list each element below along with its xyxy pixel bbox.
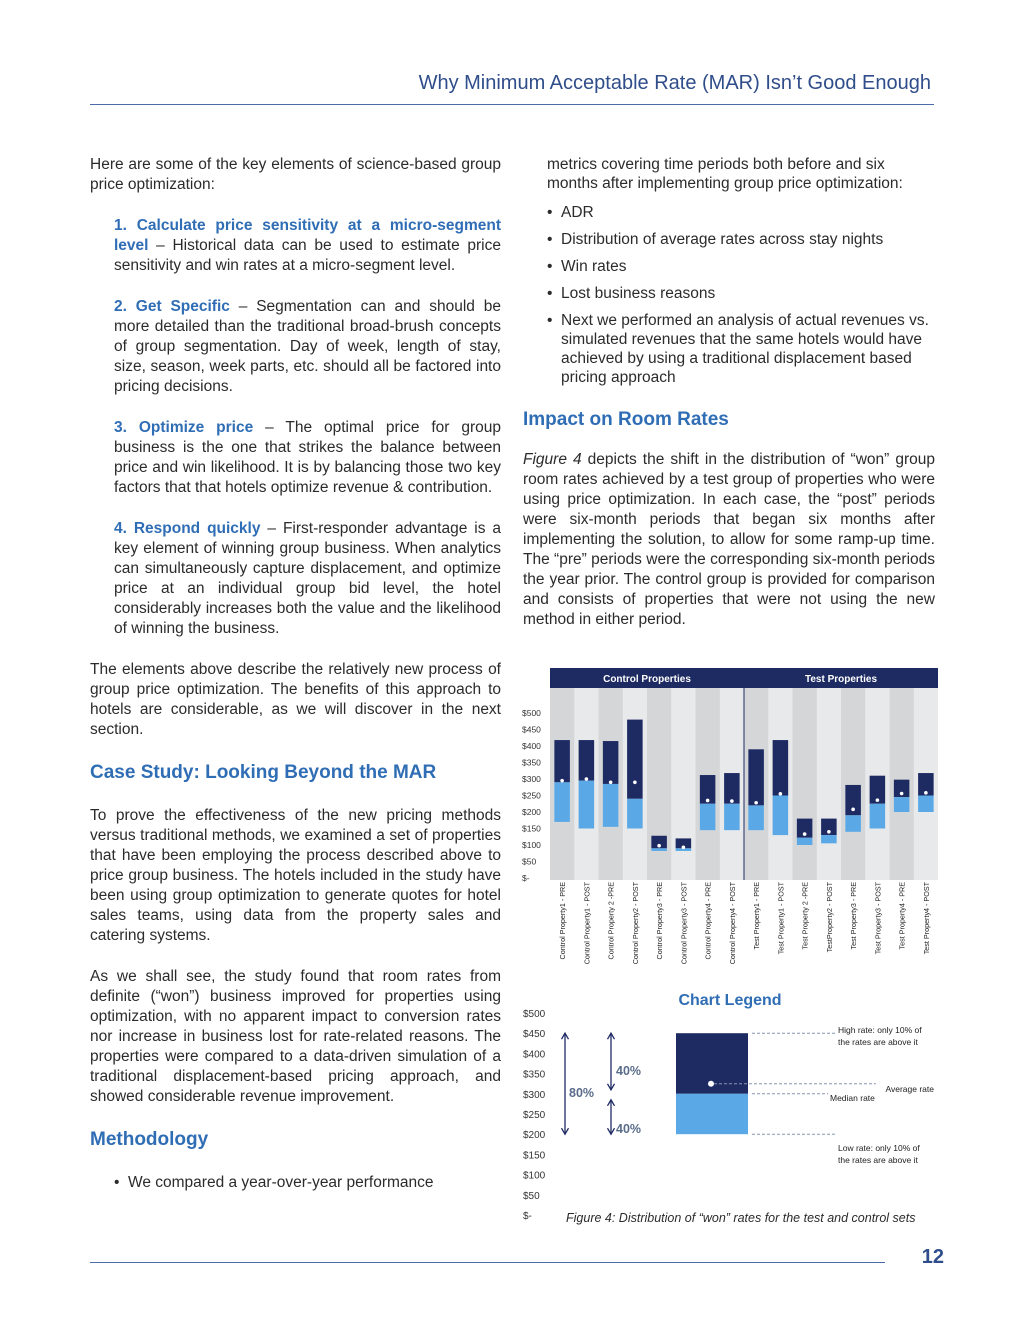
footer-rule <box>90 1262 885 1263</box>
y-tick-label: $250 <box>523 1110 546 1121</box>
bullet-glyph: • <box>547 204 553 221</box>
chart-legend-diagram <box>518 985 938 1225</box>
y-tick-label: $400 <box>523 1049 546 1061</box>
lower-box <box>651 848 667 851</box>
running-header: Why Minimum Acceptable Rate (MAR) Isn’t Good Enough <box>418 72 931 94</box>
average-marker <box>657 844 661 848</box>
y-tick-label: $350 <box>523 1069 546 1081</box>
key-point-3-label: 3. Optimize price <box>114 419 254 436</box>
span-40-lower-label: 40% <box>616 1122 642 1136</box>
legend-title: Chart Legend <box>678 992 782 1009</box>
y-tick-label: $150 <box>523 1150 546 1162</box>
lower-box <box>579 781 595 829</box>
y-tick-label: $50 <box>523 1190 540 1202</box>
y-tick-label: $300 <box>523 1089 546 1101</box>
average-marker <box>609 781 613 785</box>
x-category-label: Test Property3 - POST <box>873 882 883 955</box>
x-category-label: Control Property 2 -PRE <box>606 882 616 960</box>
key-point-3-text: – The optimal price for group business is the one that strikes the balance between price and win likelihood. It is by balancing those two key factors that that hotels optimize revenue & contribution. <box>114 419 501 496</box>
figure-4-box-chart <box>518 668 938 968</box>
metric-bullet-text: Win rates <box>561 258 627 275</box>
y-tick-label: $150 <box>522 823 541 834</box>
x-category-label: Control Property3 - POST <box>679 882 689 965</box>
average-marker <box>779 792 783 796</box>
metric-bullet <box>523 230 935 250</box>
key-point-4-text: – First-responder advantage is a key element of winning group business. When analytics can simultaneously capture displacement, and optimize price at an individual group bid level, the hotel considerably increases both the value and the likelihood of winning the business. <box>114 520 501 637</box>
bullet-glyph: • <box>547 285 553 302</box>
x-category-label: Control Property4 - POST <box>727 882 737 965</box>
upper-box <box>724 773 740 804</box>
upper-box <box>773 740 789 795</box>
upper-box <box>627 720 643 799</box>
lower-box <box>845 815 861 832</box>
metric-bullet <box>523 257 935 277</box>
median-rate-label: Median rate <box>830 1093 875 1103</box>
impact-heading: Impact on Room Rates <box>523 409 729 430</box>
metric-bullet <box>523 311 935 387</box>
y-tick-label: $200 <box>522 807 541 817</box>
y-tick-label: $50 <box>522 856 537 867</box>
x-category-label: TestProperty2 - POST <box>824 882 834 953</box>
key-point-4 <box>90 519 501 639</box>
methodology-bullet-text: We compared a year-over-year performance <box>128 1174 434 1191</box>
case-study-paragraph-1: To prove the effectiveness of the new pricing methods versus traditional methods, we examined a set of properties that have been employing the process described above to price group business. The hotels included in the study have been using group optimization to generate quotes for hotel sales teams, using data from the property sales and catering systems. <box>90 807 501 944</box>
header-rule <box>90 104 934 105</box>
figure-reference: Figure 4 <box>523 451 582 468</box>
x-category-label: Control Property1 - POST <box>582 882 592 965</box>
lower-box <box>724 804 740 830</box>
y-tick-label: $- <box>522 873 530 883</box>
metric-bullet-text: Lost business reasons <box>561 285 716 302</box>
group-header-label: Test Properties <box>804 674 878 685</box>
x-category-label: Test Property 2 -PRE <box>800 882 810 950</box>
high-rate-label-line1: High rate: only 10% of <box>838 1025 922 1035</box>
lower-box <box>627 799 643 829</box>
lower-box <box>894 797 910 812</box>
x-category-label: Test Property3 - PRE <box>849 882 859 950</box>
average-marker <box>803 832 807 836</box>
lower-box <box>554 782 570 822</box>
lower-box <box>700 804 716 830</box>
x-category-label: Test Property1 - PRE <box>752 882 762 950</box>
key-point-2-text: – Segmentation can and should be more detailed than the traditional broad-brush concepts of group segmentation. Day of week, length of stay, size, season, week parts, etc. should all be factored into pricing decisions. <box>114 298 501 395</box>
bullet-glyph: • <box>547 258 553 275</box>
key-point-2 <box>90 297 501 397</box>
average-marker <box>560 779 564 783</box>
lower-box <box>773 796 789 836</box>
upper-box <box>579 740 595 781</box>
methodology-bullet <box>90 1173 501 1193</box>
upper-box <box>603 741 619 784</box>
low-rate-label-line1: Low rate: only 10% of <box>838 1143 920 1153</box>
average-marker <box>682 846 686 850</box>
lower-box <box>870 804 886 829</box>
elements-paragraph: The elements above describe the relatively new process of group price optimization. The benefits of this approach to hotels are considerable, as we will discover in the next section. <box>90 661 501 738</box>
x-category-label: Test Property4 - PRE <box>897 882 907 950</box>
y-tick-label: $300 <box>522 774 541 784</box>
legend-average-marker <box>708 1081 714 1087</box>
key-point-4-label: 4. Respond quickly <box>114 520 261 537</box>
case-study-heading: Case Study: Looking Beyond the MAR <box>90 762 437 783</box>
span-40-upper-label: 40% <box>616 1064 642 1078</box>
x-category-label: Test Property4 - POST <box>921 882 931 955</box>
lower-box <box>821 835 837 843</box>
y-tick-label: $400 <box>522 741 541 751</box>
bullet-glyph: • <box>114 1174 120 1191</box>
metric-bullet <box>523 284 935 304</box>
x-category-label: Control Property4 - PRE <box>703 882 713 960</box>
lower-box <box>603 784 619 827</box>
y-tick-label: $- <box>523 1211 532 1222</box>
right-column <box>523 155 935 630</box>
average-marker <box>706 799 710 803</box>
bullet-glyph: • <box>547 231 553 248</box>
average-rate-label: Average rate <box>885 1084 934 1094</box>
upper-box <box>748 749 764 805</box>
average-marker <box>851 808 855 812</box>
metric-bullet <box>523 203 935 223</box>
lower-box <box>748 805 764 830</box>
y-tick-label: $350 <box>522 757 541 768</box>
methodology-heading: Methodology <box>90 1129 209 1150</box>
y-tick-label: $500 <box>523 1009 546 1020</box>
metric-bullet-text: ADR <box>561 204 594 221</box>
intro-paragraph: Here are some of the key elements of science-based group price optimization: <box>90 156 501 193</box>
category-band <box>841 688 865 880</box>
page-number: 12 <box>921 1246 944 1268</box>
category-band <box>647 688 671 880</box>
metric-bullet-text: Next we performed an analysis of actual revenues vs. simulated revenues that the same hotels would have achieved by using a traditional displacement based pricing approach <box>561 312 929 386</box>
low-rate-label-line2: the rates are above it <box>838 1155 918 1165</box>
impact-paragraph <box>523 450 935 630</box>
x-category-label: Control Property3 - PRE <box>655 882 665 960</box>
x-category-label: Test Property1 - POST <box>776 882 786 955</box>
case-study-paragraph-2: As we shall see, the study found that room rates from definite (“won”) business improved for properties using optimization, with no apparent impact to conversion rates nor increase in business lost for rate-related reasons. The properties were compared to a data-driven simulation of a traditional displacement-based pricing approach, and showed considerable revenue improvement. <box>90 968 501 1105</box>
average-marker <box>924 791 928 795</box>
average-marker <box>633 781 637 785</box>
average-marker <box>754 801 758 805</box>
bullet-glyph: • <box>547 312 553 329</box>
upper-box <box>554 740 570 782</box>
y-tick-label: $100 <box>523 1170 546 1182</box>
figure-caption: Figure 4: Distribution of “won” rates for the test and control sets <box>566 1211 916 1225</box>
x-category-label: Control Property1 - PRE <box>558 882 568 960</box>
legend-lower-box <box>676 1094 748 1134</box>
key-point-3 <box>90 418 501 498</box>
average-marker <box>827 830 831 834</box>
x-category-label: Control Property2 - POST <box>630 882 640 965</box>
y-tick-label: $200 <box>523 1130 546 1142</box>
impact-paragraph-text: depicts the shift in the distribution of “won” group room rates achieved by a test group of properties who were using price optimization. In each case, the “post” periods were six-month periods that began six months after implementing the solution, to allow for some ramp-up time. The “pre” periods were the corresponding six-month periods the year prior. The control group is provided for comparison and consists of properties that were not using the new method in either period. <box>523 451 935 628</box>
average-marker <box>876 798 880 802</box>
group-header-label: Control Properties <box>603 674 691 685</box>
category-band <box>793 688 817 880</box>
average-marker <box>585 777 589 781</box>
y-tick-label: $500 <box>522 708 541 718</box>
y-tick-label: $450 <box>522 724 541 735</box>
metric-bullet-text: Distribution of average rates across stay nights <box>561 231 884 248</box>
key-point-2-label: 2. Get Specific <box>114 298 230 315</box>
left-column <box>90 155 501 1200</box>
lower-box <box>918 796 934 813</box>
key-point-1 <box>90 216 501 276</box>
span-80-label: 80% <box>569 1086 595 1100</box>
average-marker <box>730 799 734 803</box>
y-tick-label: $450 <box>523 1029 546 1041</box>
average-marker <box>900 792 904 796</box>
key-point-1-text: – Historical data can be used to estimate price sensitivity and win rates at a micro-segment level. <box>114 237 501 274</box>
y-tick-label: $250 <box>522 790 541 801</box>
y-tick-label: $100 <box>522 840 541 850</box>
lower-box <box>797 838 813 845</box>
key-point-1-label: 1. Calculate price sensitivity at a micro-segment level <box>114 217 501 254</box>
high-rate-label-line2: the rates are above it <box>838 1037 918 1047</box>
metrics-continuation: metrics covering time periods both before and six months after implementing group price optimization: <box>547 156 903 192</box>
